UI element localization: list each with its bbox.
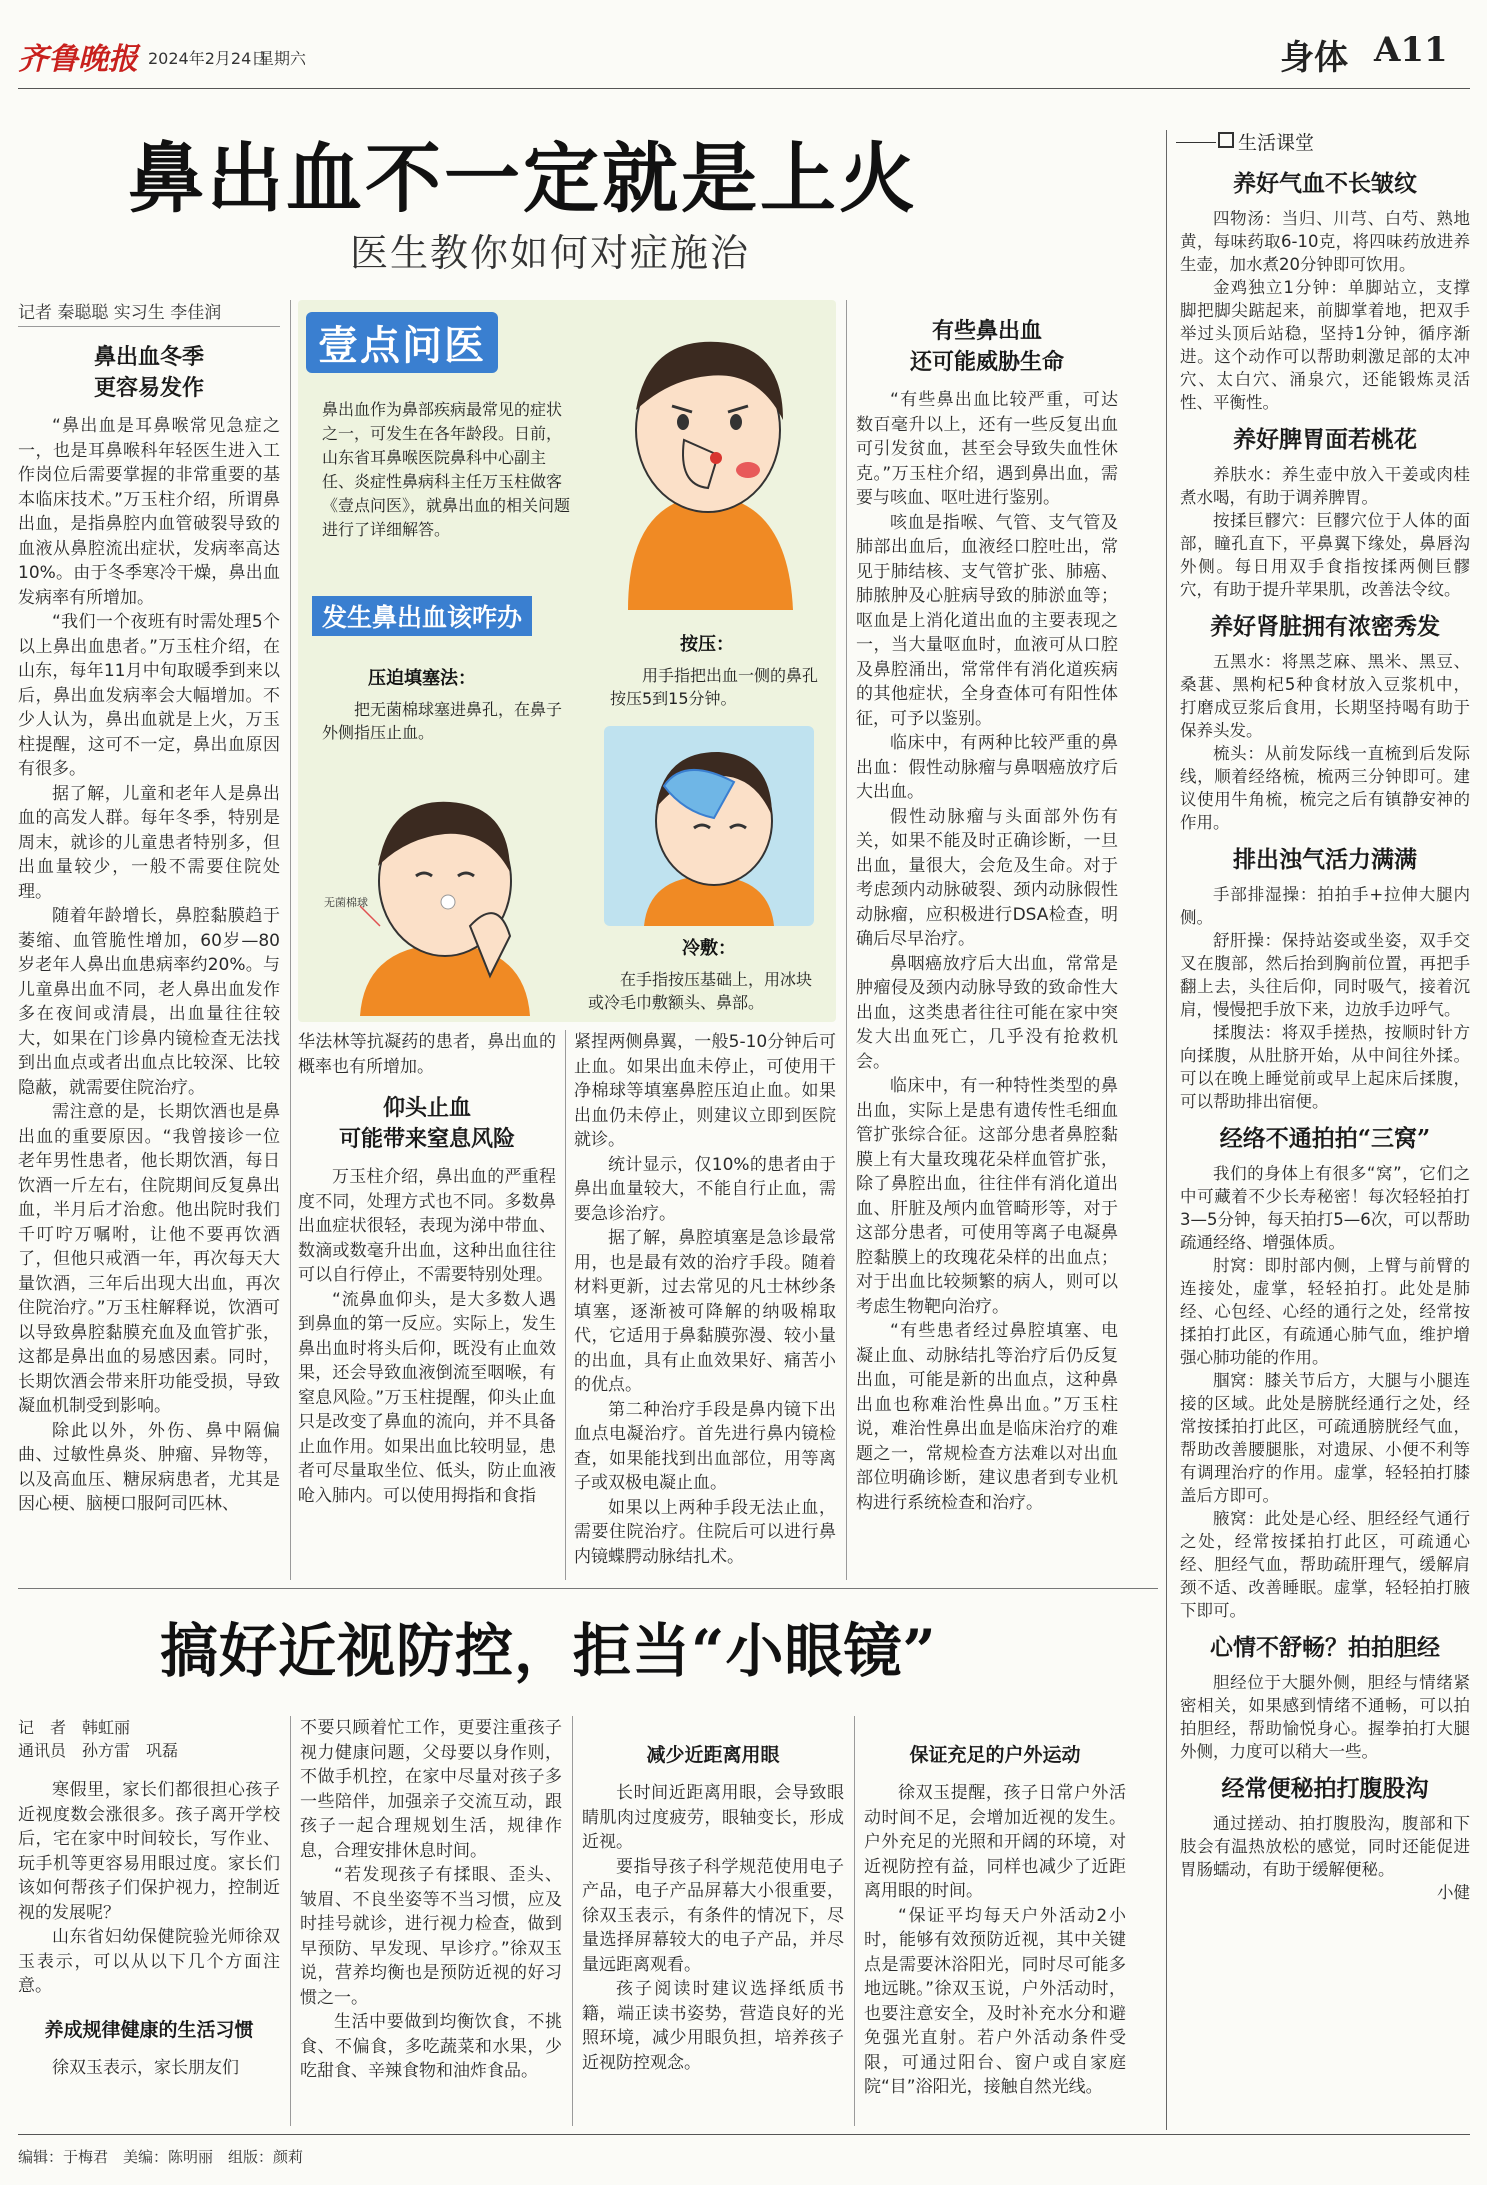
paragraph: 胆经位于大腿外侧，胆经与情绪紧密相关，如果感到情绪不通畅，可以拍拍胆经，帮助愉悦身心。握拳拍打大腿外侧，力度可以稍大一些。 (1180, 1673, 1470, 1761)
paragraph: 临床中，有两种比较严重的鼻出血：假性动脉瘤与鼻咽癌放疗后大出血。 (856, 733, 1118, 802)
tip-compress-text: 把无菌棉球塞进鼻孔，在鼻子外侧指压止血。 (322, 700, 563, 742)
paragraph: 揉腹法：将双手搓热，按顺时针方向揉腹，从肚脐开始，从中间往外揉。可以在晚上睡觉前或早上起床后揉腹，可以帮助排出宿便。 (1180, 1023, 1470, 1111)
masthead (18, 28, 1470, 88)
paragraph: 假性动脉瘤与头面部外伤有关，如果不能及时正确诊断，一旦出血，量很大，会危及生命。对于考虑颈内动脉破裂、颈内动脉假性动脉瘤，应积极进行DSA检查，明确后尽早治疗。 (856, 806, 1118, 949)
paragraph: 统计显示，仅10%的患者由于鼻出血量较大，不能自行止血，需要急诊治疗。 (574, 1154, 836, 1224)
paragraph: 舒肝操：保持站姿或坐姿，双手交叉在腹部，然后抬到胸前位置，再把手翻上去，头往后仰，同时吸气，接着沉肩，慢慢把手放下来，边放手边呼气。 (1180, 931, 1470, 1019)
column-divider (565, 1030, 566, 1580)
article1-column-4 (856, 310, 1118, 1515)
paragraph: 随着年龄增长，鼻腔黏膜趋于萎缩、血管脆性增加，60岁—80岁老年人鼻出血患病率约20%。与儿童鼻出血不同，老人鼻出血发作多在夜间或清晨，出血量往往较大，如果在门诊鼻内镜检查无法找到出血点或者出血点比较深、比较隐蔽，就需要住院治疗。 (18, 906, 280, 1098)
boy-nosebleed-illustration (588, 310, 828, 610)
paragraph: “有些患者经过鼻腔填塞、电凝止血、动脉结扎等治疗后仍反复出血，可能是新的出血点，这种鼻出血也称难治性鼻出血。”万玉柱说，难治性鼻出血是临床治疗的难题之一，常规检查方法难以对出血部位明确诊断，建议患者到专业机构进行系统检查和治疗。 (856, 1321, 1118, 1513)
masthead-rule (18, 88, 1470, 89)
column-divider (846, 300, 847, 1580)
paragraph: 如果以上两种手段无法止血，需要住院治疗。住院后可以进行鼻内镜蝶腭动脉结扎术。 (574, 1497, 836, 1567)
paragraph: 临床中，有一种特性类型的鼻出血，实际上是患有遗传性毛细血管扩张综合征。这部分患者鼻腔黏膜上有大量玫瑰花朵样血管扩张，除了鼻腔出血，往往伴有消化道出血、肝脏及颅内血管畸形等，对于这部分患者，可使用等离子电凝鼻腔黏膜上的玫瑰花朵样的出血点；对于出血比较频繁的病人，则可以考虑生物靶向治疗。 (856, 1076, 1118, 1317)
column-divider (854, 1716, 855, 2126)
sidebar-item-title: 心情不舒畅？拍拍胆经 (1210, 1634, 1440, 1661)
paper-name-logo: 齐鲁晚报 (18, 42, 138, 77)
paragraph: 通过搓动、拍打腹股沟，腹部和下肢会有温热放松的感觉，同时还能促进胃肠蠕动，有助于缓解便秘。 (1180, 1814, 1470, 1879)
paragraph: 五黑水：将黑芝麻、黑米、黑豆、桑葚、黑枸杞5种食材放入豆浆机中，打磨成豆浆后食用，长期坚持喝有助于保养头发。 (1180, 652, 1470, 740)
column-divider (290, 300, 291, 1580)
infobox-panel (298, 300, 836, 1022)
issue-weekday: 星期六 (258, 49, 307, 68)
paragraph: 要指导孩子科学规范使用电子产品，电子产品屏幕大小很重要，徐双玉表示，有条件的情况下，尽量选择屏幕较大的电子产品，并尽量远距离观看。 (582, 1856, 844, 1975)
paragraph: 寒假里，家长们都很担心孩子近视度数会涨很多。孩子离开学校后，宅在家中时间较长，写作业、玩手机等更容易用眼过度。家长们该如何帮孩子们保护视力，控制近视的发展呢？ (18, 1780, 280, 1923)
paragraph: 紧捏两侧鼻翼，一般5-10分钟后可止血。如果出血未停止，可使用干净棉球等填塞鼻腔压迫止血。如果出血仍未停止，则建议立即到医院就诊。 (574, 1032, 836, 1150)
paragraph: 山东省妇幼保健院验光师徐双玉表示，可以从以下几个方面注意。 (18, 1927, 280, 1996)
paragraph: 长时间近距离用眼，会导致眼睛肌肉过度疲劳，眼轴变长，形成近视。 (582, 1783, 844, 1852)
paragraph: 第二种治疗手段是鼻内镜下出血点电凝治疗。首先进行鼻内镜检查，如果能找到出血部位，用等离子或双极电凝止血。 (574, 1399, 836, 1493)
sidebar-item-title: 养好肾脏拥有浓密秀发 (1210, 613, 1440, 640)
footer-rule (18, 2134, 1470, 2135)
sidebar-item-title: 经络不通拍拍“三窝” (1219, 1125, 1431, 1152)
paragraph: 需注意的是，长期饮酒也是鼻出血的重要原因。“我曾接诊一位老年男性患者，他长期饮酒，每日饮酒一斤左右，住院期间反复鼻出血，半月后才治愈。他出院时我们千叮咛万嘱咐，让他不要再饮酒了，但他只戒酒一年，再次每天大量饮酒，三年后出现大出血，再次住院治疗。”万玉柱解释说，饮酒可以导致鼻腔黏膜充血及血管扩张，这都是鼻出血的易感因素。同时，长期饮酒会带来肝功能受损，导致凝血机制受到影响。 (18, 1102, 280, 1416)
infobox-intro: 鼻出血作为鼻部疾病最常见的症状之一，可发生在各年龄段。日前，山东省耳鼻喉医院鼻科中心副主任、炎症性鼻病科主任万玉柱做客《壹点问医》，就鼻出血的相关问题进行了详细解答。 (322, 400, 571, 539)
sidebar-item-title: 经常便秘拍打腹股沟 (1221, 1775, 1429, 1802)
article2-column-2 (300, 1716, 562, 2084)
paragraph: 金鸡独立1分钟：单脚站立，支撑脚把脚尖踮起来，前脚掌着地，把双手举过头顶后站稳，坚持1分钟，循序渐进。这个动作可以帮助刺激足部的太冲穴、太白穴、涌泉穴，还能锻炼灵活性、平衡性。 (1180, 278, 1470, 412)
boy-cotton-illustration (320, 776, 570, 1016)
section-heading-near-work: 减少近距离用眼 (646, 1744, 780, 1766)
tip-press-title: 按压： (680, 634, 734, 655)
paragraph: 华法林等抗凝药的患者，鼻出血的概率也有所增加。 (298, 1032, 556, 1077)
column-divider (290, 1716, 291, 2126)
byline-rule (18, 326, 280, 327)
article-separator (18, 1588, 1158, 1589)
paragraph: 据了解，鼻腔填塞是急诊最常用，也是最有效的治疗手段。随着材料更新，过去常见的凡士林纱条填塞，逐渐被可降解的纳吸棉取代，它适用于鼻黏膜弥漫、较小量的出血，具有止血效果好、痛苦小的优点。 (574, 1228, 836, 1395)
article2-column-1 (18, 1716, 280, 2080)
paragraph: 腘窝：膝关节后方，大腿与小腿连接的区域。此处是膀胱经通行之处，经常按揉拍打此区，可疏通膀胱经气血，帮助改善腰腿胀，对遗尿、小便不利等有调理治疗的作用。虚掌，轻轻拍打膝盖后方即可。 (1180, 1371, 1470, 1505)
sidebar-divider (1166, 130, 1167, 2130)
sidebar-item-title: 排出浊气活力满满 (1233, 846, 1417, 873)
paragraph: “若发现孩子有揉眼、歪头、皱眉、不良坐姿等不当习惯，应及时挂号就诊，进行视力检查，做到早预防、早发现、早诊疗。”徐双玉说，营养均衡也是预防近视的好习惯之一。 (300, 1865, 562, 2008)
article2-byline: 记 者 韩虹丽 通讯员 孙方雷 巩磊 (18, 1718, 179, 1760)
article2-column-3 (582, 1716, 844, 2075)
paragraph: “有些鼻出血比较严重，可达数百毫升以上，还有一些反复出血可引发贫血，甚至会导致失血性休克。”万玉柱介绍，遇到鼻出血，需要与咳血、呕吐进行鉴别。 (856, 390, 1118, 508)
article1-column-2 (298, 1030, 556, 1508)
paragraph: 腋窝：此处是心经、胆经经气通行之处，经常按揉拍打此区，可疏通心经、胆经气血，帮助疏肝理气，缓解肩颈不适、改善睡眠。虚掌，轻轻拍打腋下即可。 (1180, 1509, 1470, 1620)
article2-headline: 搞好近视防控，拒当“小眼镜” (160, 1617, 937, 1685)
sidebar-header-title: 生活课堂 (1238, 132, 1315, 154)
section-heading-outdoor: 保证充足的户外运动 (909, 1744, 1081, 1766)
section-heading-tilting-head: 仰头止血 可能带来窒息风险 (338, 1095, 515, 1152)
paragraph: 生活中要做到均衡饮食，不挑食、不偏食，多吃蔬菜和水果，少吃甜食、辛辣食物和油炸食品。 (300, 2012, 562, 2081)
article2-column-4 (864, 1716, 1126, 2100)
section-heading-habits: 养成规律健康的生活习惯 (44, 2018, 254, 2041)
tip-compress-title: 压迫填塞法： (368, 668, 476, 689)
sidebar-item-title: 养好脾胃面若桃花 (1233, 426, 1417, 453)
section-heading-winter: 鼻出血冬季 更容易发作 (93, 344, 204, 401)
paragraph: 万玉柱介绍，鼻出血的严重程度不同，处理方式也不同。多数鼻出血症状很轻，表现为涕中带血、数滴或数毫升出血，这种出血往往可以自行停止，不需要特别处理。 (298, 1167, 556, 1285)
paragraph: 肘窝：即肘部内侧，上臂与前臂的连接处，虚掌，轻轻拍打。此处是肺经、心包经、心经的通行之处，经常按揉拍打此区，有疏通心肺气血，维护增强心肺功能的作用。 (1180, 1256, 1470, 1367)
paragraph: “保证平均每天户外活动2小时，能够有效预防近视，其中关键点是需要沐浴阳光，同时尽可能多地远眺。”徐双玉说，户外活动时，也要注意安全，及时补充水分和避免强光直射。若户外活动条件受限，可通过阳台、窗户或自家庭院“目”浴阳光，接触自然光线。 (864, 1905, 1126, 2097)
paragraph: 咳血是指喉、气管、支气管及肺部出血后，血液经口腔吐出，常见于肺结核、支气管扩张、肺癌、肺脓肿及心脏病导致的肺淤血等；呕血是上消化道出血的主要表现之一，当大量呕血时，血液可从口腔及鼻腔涌出，常常伴有消化道疾病的其他症状，全身查体可有阳性体征，可予以鉴别。 (856, 512, 1118, 729)
paragraph: 我们的身体上有很多“窝”，它们之中可藏着不少长寿秘密！每次轻轻拍打3—5分钟，每天拍打5—6次，可以帮助疏通经络、增强体质。 (1180, 1164, 1470, 1252)
paragraph: 徐双玉表示，家长朋友们 (52, 2057, 239, 2078)
paragraph: “我们一个夜班有时需处理5个以上鼻出血患者。”万玉柱介绍，在山东，每年11月中旬取暖季到来以后，鼻出血发病率会大幅增加。不少人认为，鼻出血就是上火，万玉柱提醒，这可不一定，鼻出血原因有很多。 (18, 612, 280, 779)
boy-cold-compress-illustration (604, 726, 814, 926)
paragraph: 养肤水：养生壶中放入干姜或肉桂煮水喝，有助于调养脾胃。 (1180, 465, 1470, 507)
tip-cold-text: 在手指按压基础上，用冰块或冷毛巾敷额头、鼻部。 (588, 970, 813, 1012)
article1-headline: 鼻出血不一定就是上火 (128, 134, 918, 223)
paragraph: 鼻咽癌放疗后大出血，常常是肿瘤侵及颈内动脉导致的致命性大出血，这类患者往往可能在家中突发大出血死亡，几乎没有抢救机会。 (856, 953, 1118, 1072)
section-name: 身体 (1280, 38, 1348, 78)
article1-column-3 (574, 1030, 836, 1569)
paragraph: 梳头：从前发际线一直梳到后发际线，顺着经络梳，梳两三分钟即可。建议使用牛角梳，梳完之后有镇静安神的作用。 (1180, 744, 1470, 832)
sidebar-item-title: 养好气血不长皱纹 (1233, 170, 1417, 197)
column-divider (572, 1716, 573, 2126)
signature: 小健 (1437, 1883, 1470, 1902)
sidebar-header-rule (1176, 142, 1216, 143)
tip-press-text: 用手指把出血一侧的鼻孔按压5到15分钟。 (610, 666, 819, 708)
sidebar-header (1176, 128, 1470, 158)
paragraph: “流鼻血仰头，是大多数人遇到鼻血的第一反应。实际上，发生鼻出血时将头后仰，既没有止血效果，还会导致血液倒流至咽喉，有窒息风险。”万玉柱提醒，仰头止血只是改变了鼻血的流向，并不具备止血作用。如果出血比较明显，患者可尽量取坐位、低头，防止血液呛入肺内。可以使用拇指和食指 (298, 1289, 556, 1506)
paragraph: 按揉巨髎穴：巨髎穴位于人体的面部，瞳孔直下，平鼻翼下缘处，鼻唇沟外侧。每日用双手食指按揉两侧巨髎穴，有助于提升苹果肌，改善法令纹。 (1180, 511, 1470, 599)
paragraph: 据了解，儿童和老年人是鼻出血的高发人群。每年冬季，特别是周末，就诊的儿童患者特别多，但出血量较少，一般不需要住院处理。 (18, 783, 280, 902)
paragraph: 不要只顾着忙工作，更要注重孩子视力健康问题，父母要以身作则，不做手机控，在家中尽量对孩子多一些陪伴，加强亲子交流互动，跟孩子一起合理规划生活，规律作息，合理安排休息时间。 (300, 1718, 562, 1861)
article1-byline: 记者 秦聪聪 实习生 李佳润 (18, 303, 222, 323)
article1-column-1 (18, 336, 280, 1517)
square-icon (1218, 132, 1234, 148)
paragraph: 四物汤：当归、川芎、白芍、熟地黄，每味药取6-10克，将四味药放进养生壶，加水煮20分钟即可饮用。 (1180, 209, 1470, 274)
infobox-logo: 壹点问医 (306, 312, 498, 373)
paragraph: 孩子阅读时建议选择纸质书籍，端正读书姿势，营造良好的光照环境，减少用眼负担，培养孩子近视防控观念。 (582, 1979, 844, 2073)
sidebar-column (1180, 158, 1470, 1904)
issue-date: 2024年2月24日 (148, 49, 268, 68)
section-heading-life-threatening: 有些鼻出血 还可能威胁生命 (909, 318, 1064, 375)
tip-cold-title: 冷敷： (682, 938, 736, 959)
footer-credits: 编辑：于梅君 美编：陈明丽 组版：颜莉 (18, 2148, 304, 2166)
page-number: A11 (1374, 30, 1448, 70)
paragraph: 除此以外，外伤、鼻中隔偏曲、过敏性鼻炎、肿瘤、异物等，以及高血压、糖尿病患者，尤其是因心梗、脑梗口服阿司匹林、 (18, 1420, 280, 1514)
paragraph: 徐双玉提醒，孩子日常户外活动时间不足，会增加近视的发生。户外充足的光照和开阔的环境，对近视防控有益，同样也减少了近距离用眼的时间。 (864, 1783, 1126, 1901)
cotton-label: 无菌棉球 (324, 896, 368, 909)
article1-subheadline: 医生教你如何对症施治 (350, 231, 751, 275)
infobox-banner: 发生鼻出血该咋办 (312, 596, 532, 636)
paragraph: “鼻出血是耳鼻喉常见急症之一，也是耳鼻喉科年轻医生进入工作岗位后需要掌握的非常重要的基本临床技术。”万玉柱介绍，所谓鼻出血，是指鼻腔内血管破裂导致的血液从鼻腔流出症状，发病率高达10%。由于冬季寒冷干燥，鼻出血发病率有所增加。 (18, 416, 280, 608)
paragraph: 手部排湿操：拍拍手+拉伸大腿内侧。 (1180, 885, 1470, 927)
